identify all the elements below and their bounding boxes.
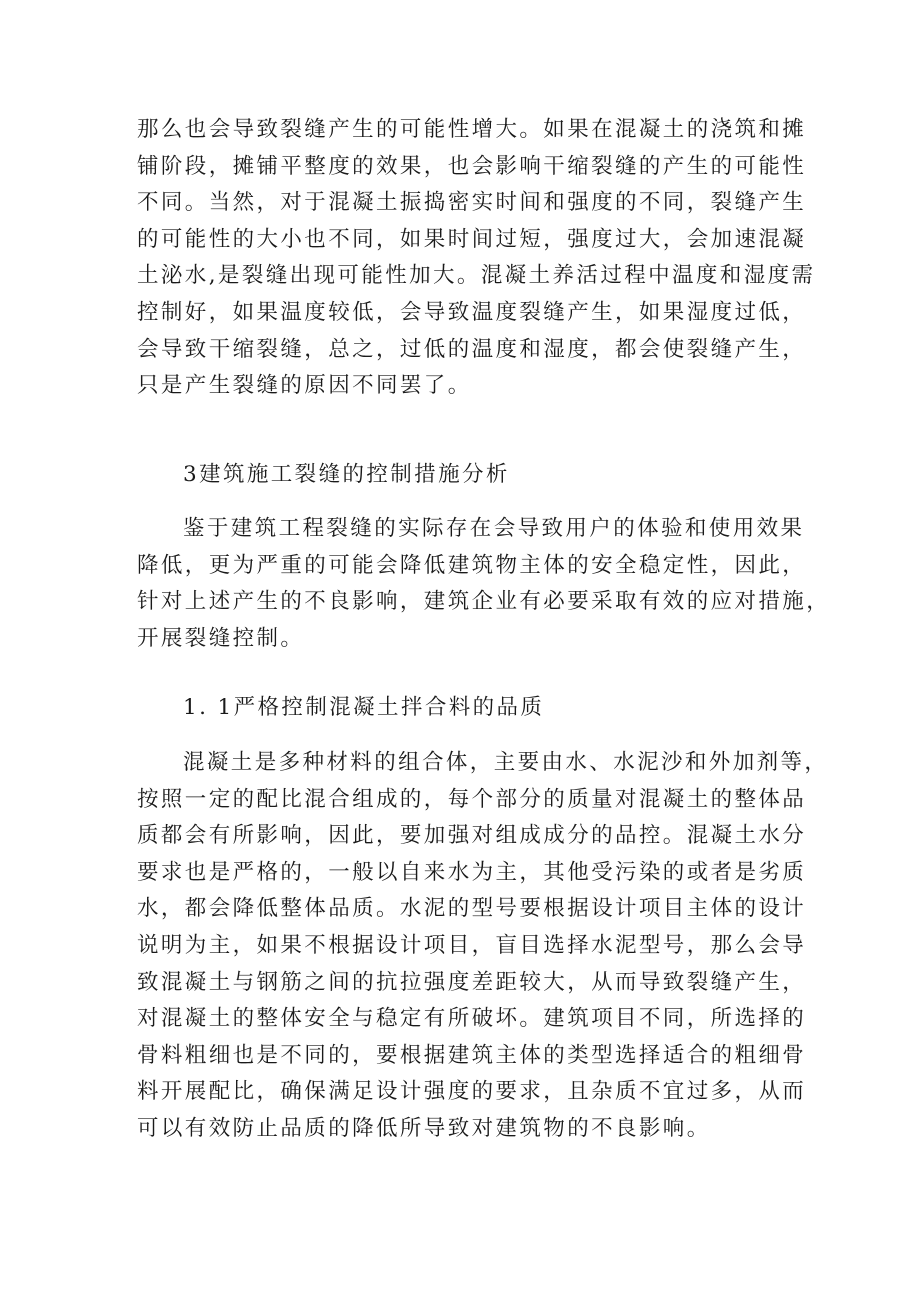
paragraph-line: 骨料粗细也是不同的，要根据建筑主体的类型选择适合的粗细骨 (137, 1042, 807, 1068)
paragraph-line: 水，都会降低整体品质。水泥的型号要根据设计项目主体的设计 (137, 896, 807, 922)
paragraph-line: 鉴于建筑工程裂缝的实际存在会导致用户的体验和使用效果 (183, 516, 805, 541)
paragraph-line: 土泌水,是裂缝出现可能性加大。混凝土养活过程中温度和湿度需 (137, 263, 816, 289)
paragraph-line: 按照一定的配比混合组成的，每个部分的质量对混凝土的整体品 (137, 786, 807, 812)
paragraph-line: 那么也会导致裂缝产生的可能性增大。如果在混凝土的浇筑和摊 (137, 117, 807, 142)
paragraph-line: 控制好，如果温度较低，会导致温度裂缝产生，如果湿度过低， (137, 299, 807, 325)
paragraph-line: 铺阶段，摊铺平整度的效果，也会影响干缩裂缝的产生的可能性 (137, 153, 807, 179)
paragraph-body (137, 745, 829, 1148)
paragraph-line: 说明为主，如果不根据设计项目，盲目选择水泥型号，那么会导 (137, 932, 807, 958)
paragraph-line: 可以有效防止品质的降低所导致对建筑物的不良影响。 (137, 1115, 711, 1141)
paragraph-line: 对混凝土的整体安全与稳定有所破坏。建筑项目不同，所选择的 (137, 1006, 807, 1032)
paragraph-line: 针对上述产生的不良影响，建筑企业有必要采取有效的应对措施， (137, 589, 831, 615)
subsection-heading: 1. 1严格控制混凝土拌合料的品质 (183, 695, 545, 720)
paragraph-line: 料开展配比，确保满足设计强度的要求，且杂质不宜过多，从而 (137, 1079, 807, 1105)
paragraph-line: 的可能性的大小也不同，如果时间过短，强度过大，会加速混凝 (137, 226, 807, 252)
section-heading: 3建筑施工裂缝的控制措施分析 (183, 462, 510, 487)
paragraph-line: 混凝土是多种材料的组合体，主要由水、水泥沙和外加剂等， (183, 750, 829, 775)
paragraph-line: 会导致干缩裂缝，总之，过低的温度和湿度，都会使裂缝产生， (137, 336, 807, 362)
paragraph-line: 降低，更为严重的可能会降低建筑物主体的安全稳定性，因此， (137, 552, 807, 578)
paragraph-intro (137, 511, 831, 657)
paragraph-line: 不同。当然，对于混凝土振捣密实时间和强度的不同，裂缝产生 (137, 190, 807, 216)
paragraph-line: 致混凝土与钢筋之间的抗拉强度差距较大，从而导致裂缝产生， (137, 969, 807, 995)
paragraph-line: 要求也是严格的，一般以自来水为主，其他受污染的或者是劣质 (137, 859, 807, 885)
paragraph-line: 质都会有所影响，因此，要加强对组成成分的品控。混凝土水分 (137, 823, 807, 849)
paragraph-line: 开展裂缝控制。 (137, 625, 305, 651)
paragraph-line: 只是产生裂缝的原因不同罢了。 (137, 373, 472, 399)
paragraph-continuation (137, 112, 816, 405)
